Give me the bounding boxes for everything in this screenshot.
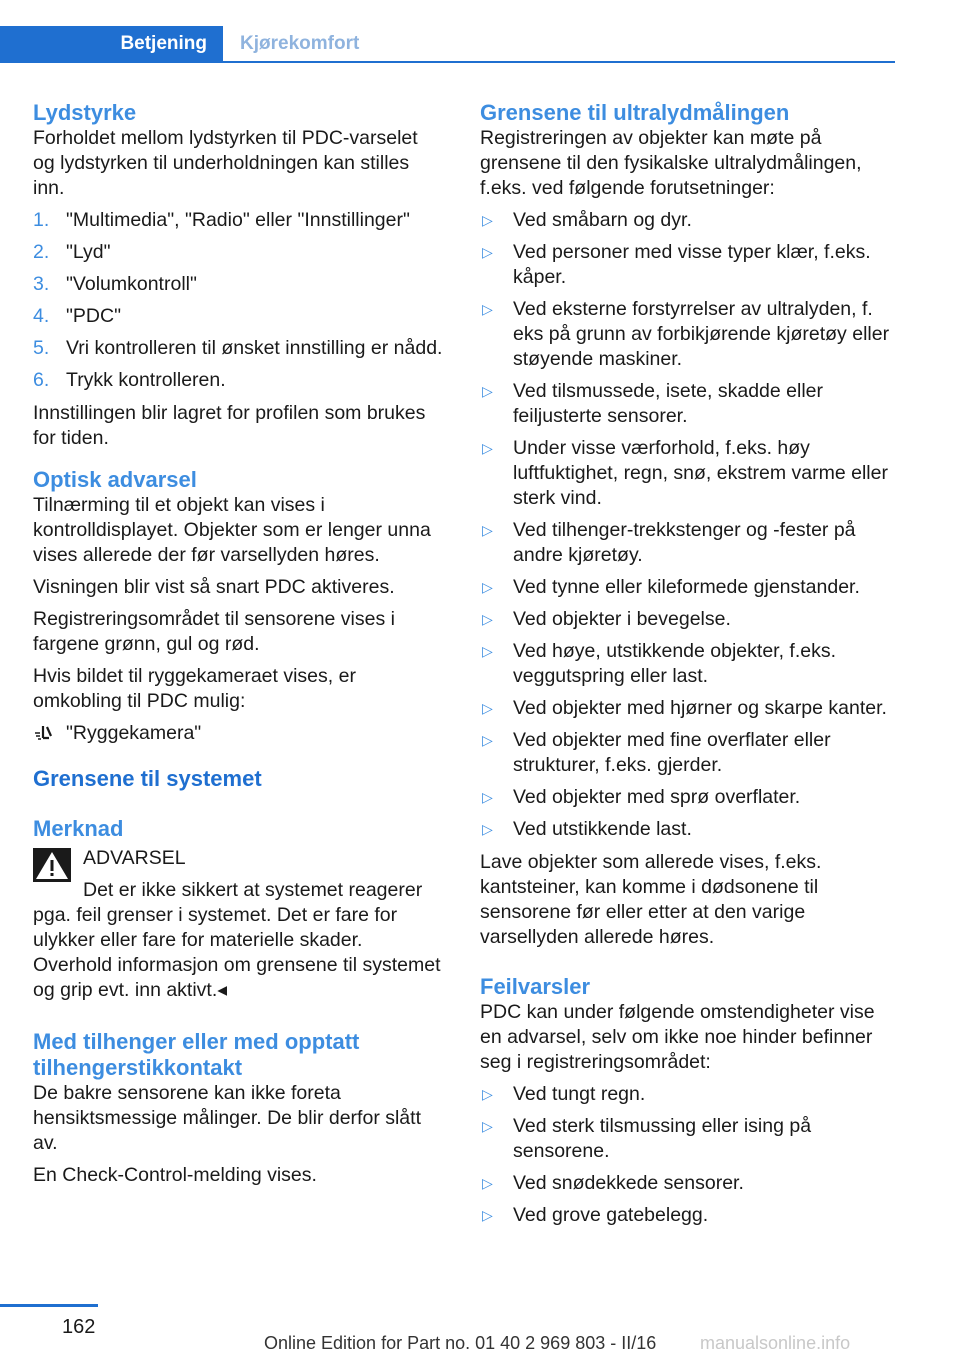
list-item <box>33 208 443 233</box>
heading-ultralyd: Grensene til ultralydmålingen <box>480 100 790 125</box>
step-text: "Multimedia", "Radio" eller "Innstillinger" <box>66 209 410 231</box>
tilhenger-p1: De bakre sensorene kan ikke foreta hensiktsmessige målinger. De blir derfor slått av. <box>33 1082 421 1154</box>
step-text: "PDC" <box>66 305 122 327</box>
warning-title: ADVARSEL <box>83 847 186 869</box>
list-item <box>480 379 900 429</box>
footer-rule <box>0 1304 98 1307</box>
ultralyd-intro: Registreringen av objekter kan møte på grensene til den fysikalske ultralydmålingen, f.eks. ved følgende forutsetninger: <box>480 127 862 199</box>
bullet-triangle-icon: ▷ <box>482 789 493 805</box>
list-item-text: Ved objekter med fine overflater eller strukturer, f.eks. gjerder. <box>513 729 831 776</box>
optisk-p1: Tilnærming til et objekt kan vises i kontrolldisplayet. Objekter som er lenger unna vises allerede der før varsellyden høres. <box>33 494 431 566</box>
list-item <box>480 728 900 778</box>
list-item <box>33 272 443 297</box>
optisk-p4: Hvis bildet til ryggekameraet vises, er omkobling til PDC mulig: <box>33 665 356 712</box>
step-number: 1. <box>33 209 50 231</box>
warning-block <box>33 846 443 904</box>
list-item-text: Ved småbarn og dyr. <box>513 209 692 231</box>
lydstyrke-intro: Forholdet mellom lydstyrken til PDC-varselet og lydstyrken til underholdningen kan stilles inn. <box>33 127 418 199</box>
step-text: "Lyd" <box>66 241 111 263</box>
heading-optisk-advarsel: Optisk advarsel <box>33 467 197 492</box>
page-number: 162 <box>62 1316 96 1338</box>
bullet-triangle-icon: ▷ <box>482 821 493 837</box>
bullet-triangle-icon: ▷ <box>482 383 493 399</box>
bullet-triangle-icon: ▷ <box>482 732 493 748</box>
step-text: Vri kontrolleren til ønsket innstilling er nådd. <box>66 337 443 359</box>
bullet-triangle-icon: ▷ <box>482 244 493 260</box>
list-item <box>480 1171 900 1196</box>
list-item-text: Ved objekter med hjørner og skarpe kanter. <box>513 697 887 719</box>
ultralyd-after: Lave objekter som allerede vises, f.eks. kantsteiner, kan komme i dødsonene til sensorene før eller etter at den varige varsellyden allerede høres. <box>480 851 822 948</box>
heading-merknad: Merknad <box>33 816 124 841</box>
heading-lydstyrke: Lydstyrke <box>33 100 137 125</box>
ultralyd-list <box>480 208 900 842</box>
list-item-text: Ved eksterne forstyrrelser av ultralyden, f. eks på grunn av forbikjørende kjøretøy eller støyende maskiner. <box>513 298 890 370</box>
step-text: "Volumkontroll" <box>66 273 197 295</box>
heading-feilvarsler: Feilvarsler <box>480 974 591 999</box>
list-item <box>480 639 900 689</box>
tilhenger-p2: En Check-Control-melding vises. <box>33 1164 317 1186</box>
left-column <box>33 100 443 1195</box>
list-item-text: Ved tilsmussede, isete, skadde eller feiljusterte sensorer. <box>513 380 824 427</box>
tab-kjorekomfort[interactable]: Kjørekomfort <box>240 33 360 54</box>
list-item <box>480 208 900 233</box>
list-item <box>480 297 900 372</box>
list-item <box>480 696 900 721</box>
list-item-text: Under visse værforhold, f.eks. høy luftfuktighet, regn, snø, ekstrem varme eller sterk vind. <box>513 437 888 509</box>
list-item <box>480 436 900 511</box>
list-item <box>480 1082 900 1107</box>
list-item <box>480 518 900 568</box>
tab-betjening[interactable]: Betjening <box>0 26 223 61</box>
bullet-triangle-icon: ▷ <box>482 1118 493 1134</box>
list-item-text: Ved personer med visse typer klær, f.eks. kåper. <box>513 241 871 288</box>
bullet-triangle-icon: ▷ <box>482 700 493 716</box>
list-item-text: Ved snødekkede sensorer. <box>513 1172 744 1194</box>
list-item <box>480 1203 900 1228</box>
list-item-text: Ved tungt regn. <box>513 1083 646 1105</box>
bullet-triangle-icon: ▷ <box>482 440 493 456</box>
list-item <box>33 240 443 265</box>
feil-list <box>480 1082 900 1228</box>
list-item <box>480 240 900 290</box>
list-item-text: Ved tilhenger-trekkstenger og -fester på andre kjøretøy. <box>513 519 856 566</box>
bullet-triangle-icon: ▷ <box>482 522 493 538</box>
steps-list <box>33 208 443 393</box>
feil-intro: PDC kan under følgende omstendigheter vise en advarsel, selv om ikke noe hinder befinner seg i registreringsområdet: <box>480 1001 875 1073</box>
warning-triangle-icon <box>33 848 71 882</box>
list-item <box>480 575 900 600</box>
heading-grensene-systemet: Grensene til systemet <box>33 766 262 791</box>
right-column <box>480 100 900 1236</box>
step-number: 5. <box>33 337 50 359</box>
list-item <box>33 336 443 361</box>
list-item-text: Ved tynne eller kileformede gjenstander. <box>513 576 860 598</box>
step-number: 6. <box>33 369 50 391</box>
list-item-text: Ved utstikkende last. <box>513 818 692 840</box>
step-number: 3. <box>33 273 50 295</box>
bullet-triangle-icon: ▷ <box>482 579 493 595</box>
bullet-triangle-icon: ▷ <box>482 212 493 228</box>
warning-text: Det er ikke sikkert at systemet reagerer pga. feil grenser i systemet. Det er fare for ulykker eller fare for materielle skader. Overhold informasjon om grensene til systemet og grip evt. inn aktivt.◂ <box>33 879 441 1001</box>
list-item-text: Ved grove gatebelegg. <box>513 1204 709 1226</box>
edition-text: Online Edition for Part no. 01 40 2 969 803 - II/16 <box>264 1333 657 1353</box>
list-item <box>33 304 443 329</box>
bullet-triangle-icon: ▷ <box>482 1175 493 1191</box>
list-item <box>480 1114 900 1164</box>
watermark: manualsonline.info <box>700 1333 851 1353</box>
list-item <box>480 607 900 632</box>
bullet-triangle-icon: ▷ <box>482 1207 493 1223</box>
rear-camera-icon <box>33 724 59 744</box>
header-tabbar <box>0 26 895 63</box>
list-item <box>33 368 443 393</box>
list-item <box>480 817 900 842</box>
bullet-triangle-icon: ▷ <box>482 611 493 627</box>
camera-row <box>33 721 443 746</box>
list-item-text: Ved objekter med sprø overflater. <box>513 786 801 808</box>
list-item <box>480 785 900 810</box>
step-text: Trykk kontrolleren. <box>66 369 226 391</box>
camera-label: "Ryggekamera" <box>66 722 202 744</box>
optisk-p2: Visningen blir vist så snart PDC aktiveres. <box>33 576 395 598</box>
list-item-text: Ved høye, utstikkende objekter, f.eks. veggutspring eller last. <box>513 640 837 687</box>
bullet-triangle-icon: ▷ <box>482 301 493 317</box>
bullet-triangle-icon: ▷ <box>482 643 493 659</box>
optisk-p3: Registreringsområdet til sensorene vises i fargene grønn, gul og rød. <box>33 608 395 655</box>
list-item-text: Ved objekter i bevegelse. <box>513 608 731 630</box>
bullet-triangle-icon: ▷ <box>482 1086 493 1102</box>
lydstyrke-after: Innstillingen blir lagret for profilen som brukes for tiden. <box>33 402 426 449</box>
list-item-text: Ved sterk tilsmussing eller ising på sensorene. <box>513 1115 812 1162</box>
heading-tilhenger: Med tilhenger eller med opptatt tilhengerstikkontakt <box>33 1029 360 1080</box>
step-number: 4. <box>33 305 50 327</box>
step-number: 2. <box>33 241 50 263</box>
